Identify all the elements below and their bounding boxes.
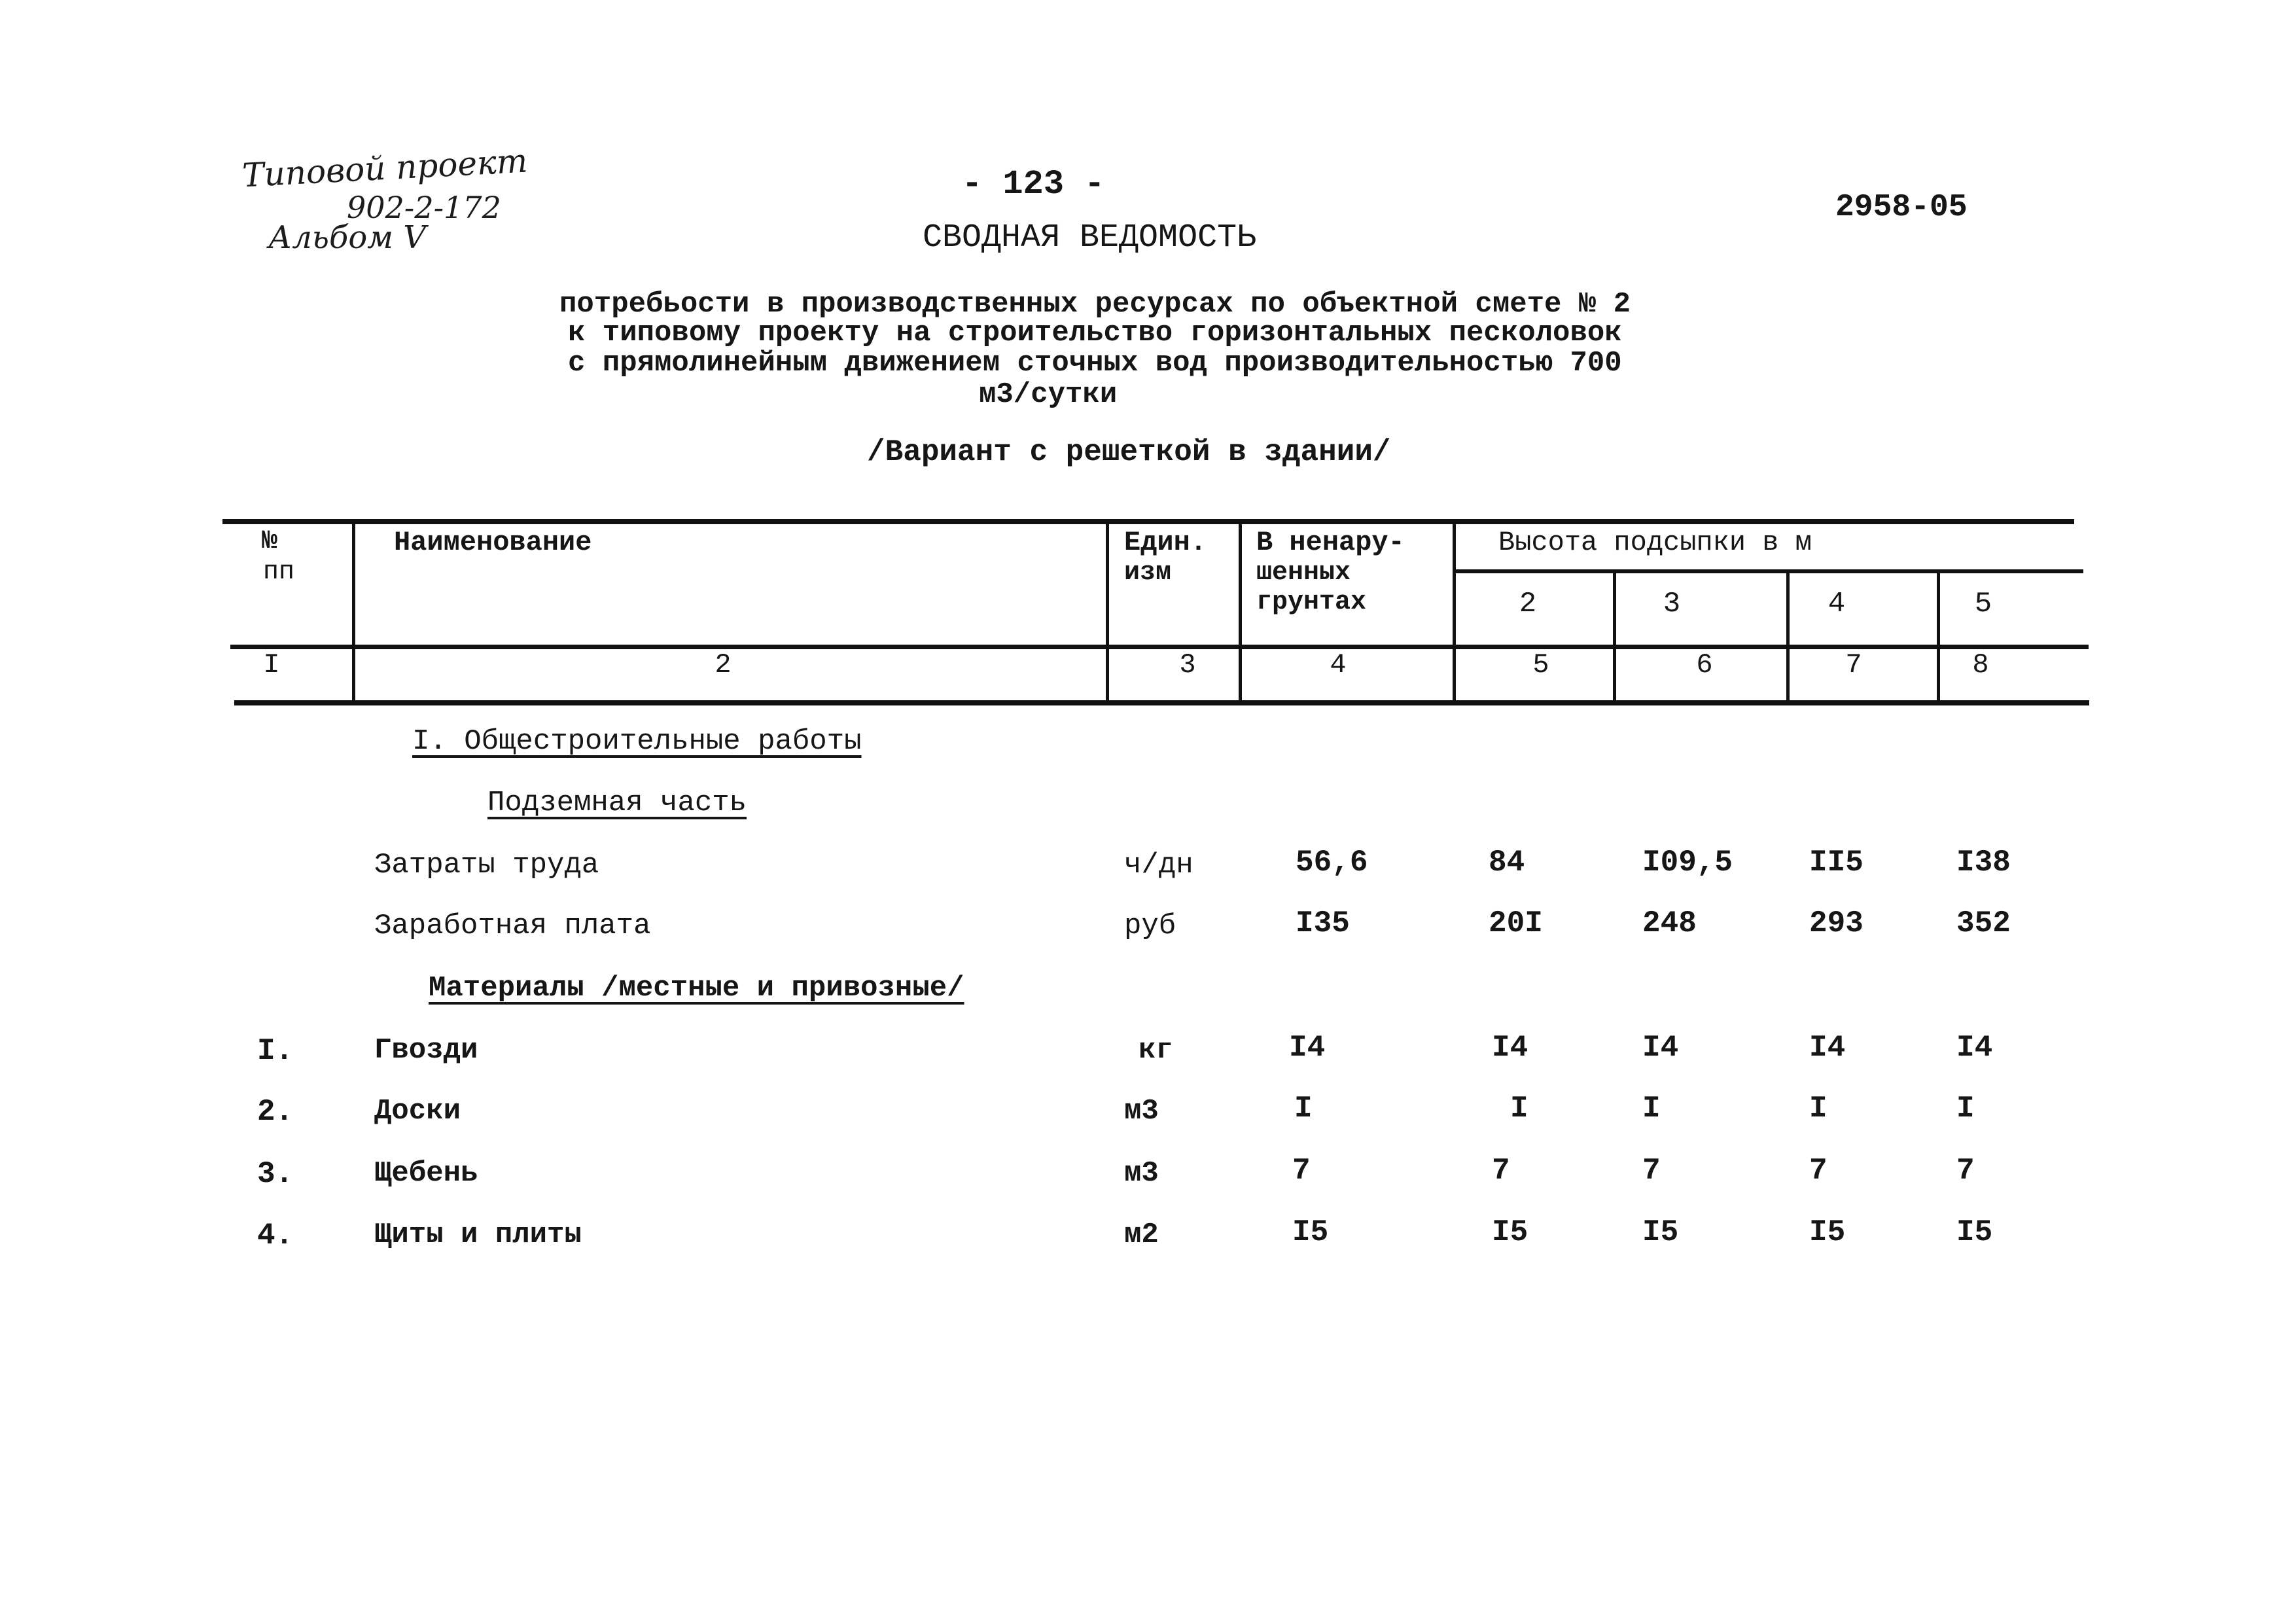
subtitle-line-2: к типовому проекту на строительство горизонтальных песколовок bbox=[568, 317, 1622, 349]
materials-title: Материалы /местные и привозные/ bbox=[429, 972, 964, 1005]
table-col-divider bbox=[1937, 571, 1940, 702]
row-name: Гвозди bbox=[374, 1034, 478, 1067]
column-number: 6 bbox=[1696, 649, 1713, 681]
row-value: I38 bbox=[1956, 846, 2011, 880]
row-value: 352 bbox=[1956, 906, 2011, 940]
row-value: I bbox=[1294, 1092, 1313, 1126]
document-code: 2958-05 bbox=[1835, 190, 1968, 225]
row-value: I5 bbox=[1292, 1215, 1329, 1249]
column-number: 7 bbox=[1845, 649, 1862, 681]
stamp-project: Типовой проект bbox=[241, 141, 529, 195]
row-value: 20I bbox=[1489, 906, 1543, 940]
header-undisturbed-1: В ненару- bbox=[1256, 527, 1405, 558]
row-value: 7 bbox=[1642, 1154, 1661, 1188]
row-name: Затраты труда bbox=[374, 849, 599, 882]
header-num-sub: пп bbox=[263, 558, 295, 587]
row-name: Заработная плата bbox=[374, 910, 651, 942]
row-value: I4 bbox=[1642, 1031, 1679, 1065]
row-value: II5 bbox=[1809, 846, 1863, 880]
row-unit: м3 bbox=[1124, 1095, 1159, 1128]
stamp-project-number: 902-2-172 bbox=[347, 190, 501, 225]
header-undisturbed-3: грунтах bbox=[1256, 588, 1367, 617]
subtitle-line-3: с прямолинейным движением сточных вод производительностью 700 bbox=[568, 347, 1622, 380]
row-value: I5 bbox=[1956, 1215, 1993, 1249]
row-num: 4. bbox=[257, 1219, 294, 1253]
table-bottom-rule bbox=[234, 700, 2089, 705]
column-number: 4 bbox=[1330, 649, 1347, 681]
page-number: - 123 - bbox=[962, 165, 1105, 204]
row-num: 2. bbox=[257, 1095, 294, 1129]
row-name: Щиты и плиты bbox=[374, 1219, 582, 1251]
row-value: 56,6 bbox=[1296, 846, 1368, 880]
row-name: Доски bbox=[374, 1095, 461, 1128]
table-top-rule bbox=[222, 519, 2074, 524]
subtitle-line-4: м3/сутки bbox=[979, 378, 1118, 411]
row-value: I35 bbox=[1296, 906, 1350, 940]
subsection-title: Подземная часть bbox=[487, 787, 747, 819]
header-num: № bbox=[262, 527, 278, 556]
table-col-divider bbox=[1239, 524, 1242, 702]
table-col-divider bbox=[1106, 524, 1109, 702]
row-value: 7 bbox=[1809, 1154, 1828, 1188]
row-value: I4 bbox=[1492, 1031, 1528, 1065]
header-height-group: Высота подсыпки в м bbox=[1498, 527, 1812, 558]
column-number: 2 bbox=[715, 649, 732, 681]
row-value: 248 bbox=[1642, 906, 1697, 940]
header-height-5: 5 bbox=[1974, 588, 1992, 620]
column-number: 8 bbox=[1972, 649, 1989, 681]
header-unit: Един. bbox=[1124, 527, 1207, 558]
row-value: I bbox=[1510, 1092, 1528, 1126]
row-value: 7 bbox=[1292, 1154, 1311, 1188]
row-num: 3. bbox=[257, 1157, 294, 1191]
table-col-divider bbox=[1613, 571, 1616, 702]
column-number: 3 bbox=[1179, 649, 1196, 681]
row-value: I bbox=[1642, 1092, 1661, 1126]
header-undisturbed-2: шенных bbox=[1256, 558, 1351, 588]
row-value: 7 bbox=[1956, 1154, 1975, 1188]
column-number: I bbox=[263, 649, 280, 681]
row-unit: кг bbox=[1139, 1034, 1173, 1067]
row-value: I4 bbox=[1809, 1031, 1846, 1065]
row-value: I09,5 bbox=[1642, 846, 1733, 880]
header-name: Наименование bbox=[394, 527, 592, 558]
row-unit: ч/дн bbox=[1124, 849, 1193, 882]
stamp-album: Альбом V bbox=[268, 219, 426, 256]
column-number: 5 bbox=[1532, 649, 1549, 681]
page-title: СВОДНАЯ ВЕДОМОСТЬ bbox=[923, 219, 1257, 257]
header-height-3: 3 bbox=[1663, 588, 1681, 620]
row-value: I4 bbox=[1289, 1031, 1326, 1065]
header-bottom-rule bbox=[230, 645, 2089, 649]
row-unit: руб bbox=[1124, 910, 1176, 942]
header-height-2: 2 bbox=[1519, 588, 1537, 620]
row-unit: м2 bbox=[1124, 1219, 1159, 1251]
row-value: I4 bbox=[1956, 1031, 1993, 1065]
row-value: 84 bbox=[1489, 846, 1525, 880]
subtitle-line-1: потребьости в производственных ресурсах по объектной смете № 2 bbox=[559, 288, 1631, 321]
row-value: I5 bbox=[1492, 1215, 1528, 1249]
variant-label: /Вариант с решеткой в здании/ bbox=[867, 435, 1391, 469]
row-unit: м3 bbox=[1124, 1157, 1159, 1190]
table-col-divider bbox=[352, 524, 355, 702]
row-value: 7 bbox=[1492, 1154, 1510, 1188]
table-col-divider bbox=[1453, 524, 1456, 702]
header-height-4: 4 bbox=[1828, 588, 1846, 620]
header-unit-sub: изм bbox=[1124, 558, 1172, 588]
table-col-divider bbox=[1786, 571, 1790, 702]
row-value: I bbox=[1809, 1092, 1828, 1126]
row-value: I5 bbox=[1642, 1215, 1679, 1249]
row-value: 293 bbox=[1809, 906, 1863, 940]
section-title: I. Общестроительные работы bbox=[412, 725, 862, 758]
row-num: I. bbox=[257, 1034, 294, 1068]
row-value: I5 bbox=[1809, 1215, 1846, 1249]
row-name: Щебень bbox=[374, 1157, 478, 1190]
height-group-rule bbox=[1454, 569, 2083, 573]
row-value: I bbox=[1956, 1092, 1975, 1126]
